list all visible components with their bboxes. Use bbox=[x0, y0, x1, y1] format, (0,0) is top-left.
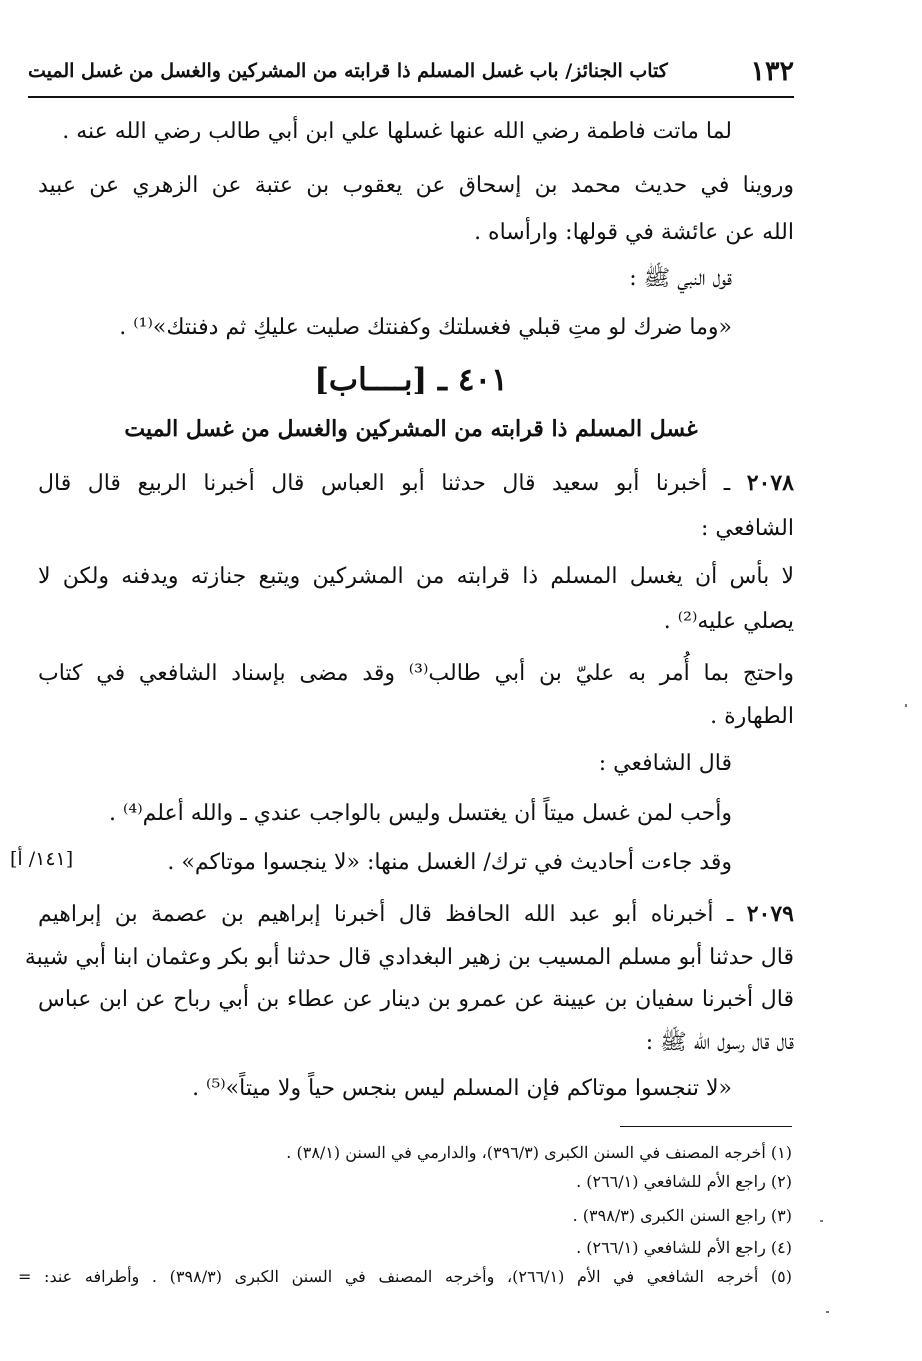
body-line: لا بأس أن يغسل المسلم ذا قرابته من المشركين ويتبع جنازته ويدفنه ولكن لا bbox=[38, 564, 794, 589]
hadith-2079-line bbox=[38, 899, 794, 930]
chapter-title: ٤٠١ ـ [بــــاب] bbox=[314, 362, 508, 398]
hadith-number: ٢٠٧٩ bbox=[746, 901, 794, 927]
body-line: قول النبي ﷺ : bbox=[629, 266, 732, 291]
body-line: لما ماتت فاطمة رضي الله عنها غسلها علي ابن أبي طالب رضي الله عنه . bbox=[62, 119, 732, 144]
body-line: يصلي عليه⁽²⁾ . bbox=[663, 609, 794, 634]
body-line: قال حدثنا أبو مسلم المسيب بن زهير البغدادي قال حدثنا أبو بكر وعثمان ابنا أبي شيبة bbox=[24, 945, 794, 970]
hadith-number: ٢٠٧٨ bbox=[746, 470, 794, 496]
footnote: (٥) أخرجه الشافعي في الأم (٢٦٦/١)، وأخرجه المصنف في السنن الكبرى (٣٩٨/٣) . وأطرافه عند: = bbox=[18, 1267, 792, 1286]
body-line: قال أخبرنا سفيان بن عيينة عن عمرو بن دينار عن عطاء بن أبي رباح عن ابن عباس bbox=[38, 987, 794, 1012]
quote-line: «لا تنجسوا موتاكم فإن المسلم ليس بنجس حياً ولا ميتاً»⁽⁵⁾ . bbox=[192, 1076, 732, 1101]
body-line: قال الشافعي : bbox=[598, 751, 732, 776]
manuscript-folio-ref: [١٤١/ أ] bbox=[10, 848, 74, 870]
chapter-subtitle: غسل المسلم ذا قرابته من المشركين والغسل من غسل الميت bbox=[124, 416, 698, 442]
hadith-text: ـ أخبرنا أبو سعيد قال حدثنا أبو العباس قال أخبرنا الربيع قال قال bbox=[38, 471, 731, 496]
running-title: كتاب الجنائز/ باب غسل المسلم ذا قرابته من المشركين والغسل من غسل الميت bbox=[28, 60, 668, 82]
scan-speck bbox=[826, 1311, 829, 1313]
quote-line: «وما ضرك لو متِ قبلي فغسلتك وكفنتك صليت عليكِ ثم دفنتك»⁽¹⁾ . bbox=[119, 315, 732, 340]
page-header bbox=[28, 52, 794, 98]
body-line: وروينا في حديث محمد بن إسحاق عن يعقوب بن عتبة عن الزهري عن عبيد bbox=[38, 173, 794, 198]
footnote: (٢) راجع الأم للشافعي (٢٦٦/١) . bbox=[576, 1172, 792, 1191]
body-line: الله عن عائشة في قولها: وارأساه . bbox=[474, 220, 794, 245]
body-line: وأحب لمن غسل ميتاً أن يغتسل وليس بالواجب عندي ـ والله أعلم⁽⁴⁾ . bbox=[108, 801, 732, 826]
body-line: الشافعي : bbox=[700, 516, 794, 541]
body-line: قال قال رسول الله ﷺ : bbox=[645, 1030, 794, 1055]
scan-speck bbox=[905, 704, 907, 707]
footnote: (١) أخرجه المصنف في السنن الكبرى (٣٩٦/٣)، والدارمي في السنن (٣٨/١) . bbox=[286, 1143, 792, 1162]
footnote: (٣) راجع السنن الكبرى (٣٩٨/٣) . bbox=[572, 1206, 792, 1225]
footnote: (٤) راجع الأم للشافعي (٢٦٦/١) . bbox=[576, 1238, 792, 1257]
body-line: وقد جاءت أحاديث في ترك/ الغسل منها: «لا ينجسوا موتاكم» . bbox=[167, 850, 732, 875]
page-number: ١٣٢ bbox=[750, 56, 794, 87]
body-line: واحتج بما أُمر به عليّ بن أبي طالب⁽³⁾ وقد مضى بإسناد الشافعي في كتاب bbox=[38, 661, 794, 686]
body-line: الطهارة . bbox=[710, 704, 794, 729]
scan-speck bbox=[820, 1220, 823, 1222]
hadith-2078-line bbox=[38, 468, 794, 499]
footnote-divider bbox=[620, 1126, 792, 1127]
hadith-text: ـ أخبرناه أبو عبد الله الحافظ قال أخبرنا إبراهيم بن عصمة بن إبراهيم bbox=[38, 902, 734, 927]
